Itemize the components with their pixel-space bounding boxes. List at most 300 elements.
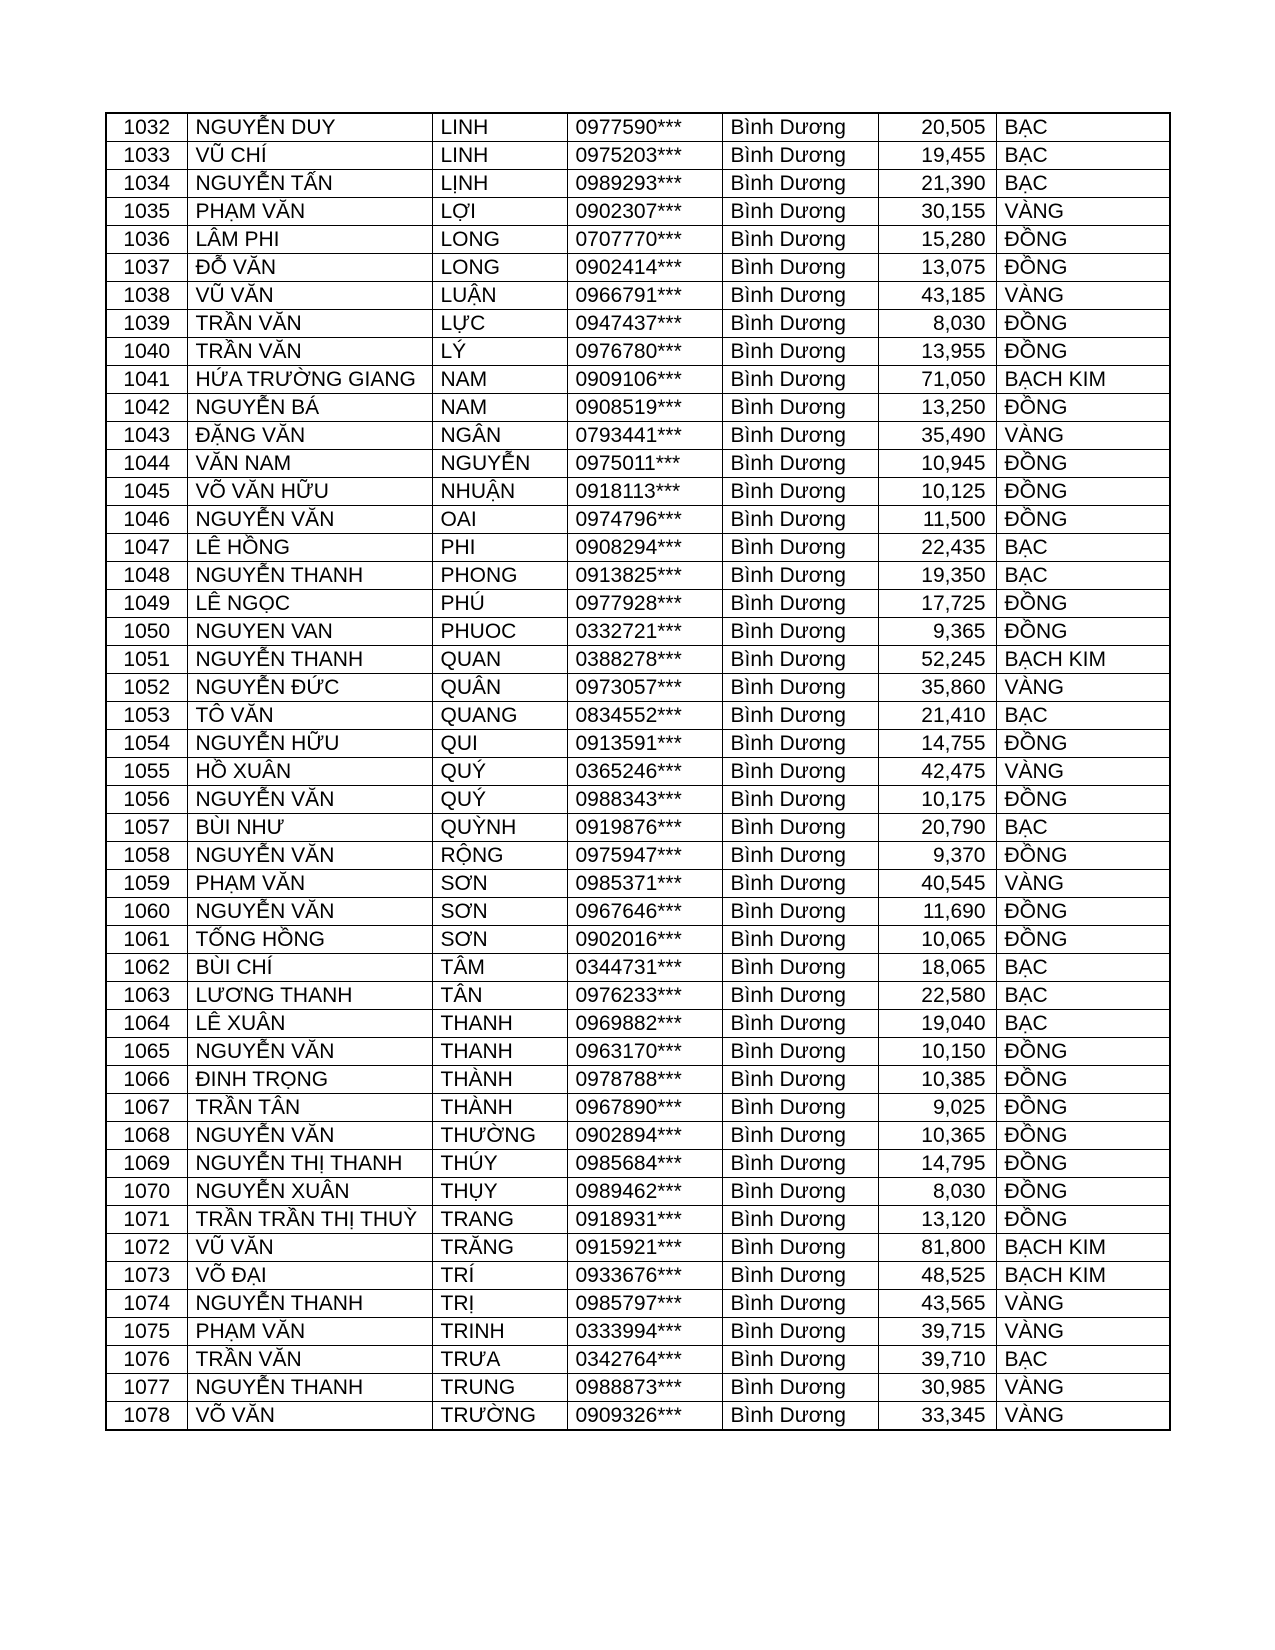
row-number-cell: 1064 [106,1010,187,1038]
table-row [106,1402,1170,1431]
row-number-cell: 1033 [106,142,187,170]
table-row [106,478,1170,506]
tier-cell: ĐỒNG [996,926,1170,954]
row-number-cell: 1063 [106,982,187,1010]
surname-cell: NGUYỄN THANH [187,1374,432,1402]
province-cell: Bình Dương [722,562,878,590]
given-name-cell: TÂM [432,954,567,982]
given-name-cell: TRÍ [432,1262,567,1290]
tier-cell: BẠC [996,1346,1170,1374]
tier-cell: BẠCH KIM [996,1234,1170,1262]
province-cell: Bình Dương [722,618,878,646]
province-cell: Bình Dương [722,1374,878,1402]
given-name-cell: QUANG [432,702,567,730]
row-number-cell: 1075 [106,1318,187,1346]
points-cell: 13,955 [878,338,996,366]
province-cell: Bình Dương [722,786,878,814]
phone-cell: 0985684*** [567,1150,722,1178]
province-cell: Bình Dương [722,870,878,898]
table-row [106,338,1170,366]
tier-cell: BẠC [996,534,1170,562]
given-name-cell: QUÝ [432,758,567,786]
tier-cell: ĐỒNG [996,898,1170,926]
row-number-cell: 1054 [106,730,187,758]
given-name-cell: TRANG [432,1206,567,1234]
row-number-cell: 1032 [106,113,187,142]
row-number-cell: 1068 [106,1122,187,1150]
province-cell: Bình Dương [722,254,878,282]
phone-cell: 0966791*** [567,282,722,310]
surname-cell: ĐINH TRỌNG [187,1066,432,1094]
tier-cell: ĐỒNG [996,590,1170,618]
row-number-cell: 1069 [106,1150,187,1178]
surname-cell: VĂN NAM [187,450,432,478]
province-cell: Bình Dương [722,478,878,506]
table-row [106,674,1170,702]
tier-cell: ĐỒNG [996,1038,1170,1066]
given-name-cell: LÝ [432,338,567,366]
points-cell: 19,350 [878,562,996,590]
province-cell: Bình Dương [722,1038,878,1066]
province-cell: Bình Dương [722,926,878,954]
member-table-body [106,113,1170,1430]
row-number-cell: 1058 [106,842,187,870]
points-cell: 22,435 [878,534,996,562]
row-number-cell: 1076 [106,1346,187,1374]
table-row [106,1346,1170,1374]
surname-cell: NGUYEN VAN [187,618,432,646]
surname-cell: LÊ XUÂN [187,1010,432,1038]
points-cell: 19,040 [878,1010,996,1038]
province-cell: Bình Dương [722,1122,878,1150]
tier-cell: ĐỒNG [996,1206,1170,1234]
table-row [106,758,1170,786]
surname-cell: VŨ VĂN [187,282,432,310]
row-number-cell: 1072 [106,1234,187,1262]
tier-cell: ĐỒNG [996,730,1170,758]
table-row [106,534,1170,562]
points-cell: 21,390 [878,170,996,198]
surname-cell: NGUYỄN TẤN [187,170,432,198]
table-row [106,113,1170,142]
row-number-cell: 1039 [106,310,187,338]
phone-cell: 0332721*** [567,618,722,646]
phone-cell: 0963170*** [567,1038,722,1066]
province-cell: Bình Dương [722,1066,878,1094]
table-row [106,1122,1170,1150]
given-name-cell: LỊNH [432,170,567,198]
points-cell: 8,030 [878,310,996,338]
points-cell: 30,985 [878,1374,996,1402]
row-number-cell: 1034 [106,170,187,198]
points-cell: 22,580 [878,982,996,1010]
phone-cell: 0388278*** [567,646,722,674]
tier-cell: VÀNG [996,1318,1170,1346]
province-cell: Bình Dương [722,170,878,198]
points-cell: 52,245 [878,646,996,674]
table-row [106,1150,1170,1178]
row-number-cell: 1059 [106,870,187,898]
surname-cell: ĐỖ VĂN [187,254,432,282]
phone-cell: 0707770*** [567,226,722,254]
phone-cell: 0989293*** [567,170,722,198]
province-cell: Bình Dương [722,338,878,366]
tier-cell: VÀNG [996,198,1170,226]
table-row [106,646,1170,674]
province-cell: Bình Dương [722,198,878,226]
given-name-cell: NAM [432,366,567,394]
surname-cell: TÔ VĂN [187,702,432,730]
tier-cell: ĐỒNG [996,1178,1170,1206]
province-cell: Bình Dương [722,1318,878,1346]
phone-cell: 0342764*** [567,1346,722,1374]
points-cell: 9,370 [878,842,996,870]
province-cell: Bình Dương [722,1402,878,1431]
table-row [106,394,1170,422]
points-cell: 42,475 [878,758,996,786]
points-cell: 20,505 [878,113,996,142]
tier-cell: VÀNG [996,1374,1170,1402]
table-row [106,1206,1170,1234]
row-number-cell: 1046 [106,506,187,534]
row-number-cell: 1044 [106,450,187,478]
province-cell: Bình Dương [722,534,878,562]
points-cell: 9,365 [878,618,996,646]
given-name-cell: SƠN [432,898,567,926]
row-number-cell: 1040 [106,338,187,366]
row-number-cell: 1070 [106,1178,187,1206]
tier-cell: BẠCH KIM [996,1262,1170,1290]
table-row [106,786,1170,814]
row-number-cell: 1036 [106,226,187,254]
given-name-cell: PHI [432,534,567,562]
surname-cell: VŨ CHÍ [187,142,432,170]
table-row [106,590,1170,618]
surname-cell: NGUYỄN VĂN [187,786,432,814]
given-name-cell: TÂN [432,982,567,1010]
given-name-cell: THÀNH [432,1066,567,1094]
row-number-cell: 1048 [106,562,187,590]
tier-cell: ĐỒNG [996,786,1170,814]
given-name-cell: LỢI [432,198,567,226]
table-row [106,422,1170,450]
row-number-cell: 1041 [106,366,187,394]
phone-cell: 0918113*** [567,478,722,506]
points-cell: 20,790 [878,814,996,842]
table-row [106,926,1170,954]
points-cell: 17,725 [878,590,996,618]
surname-cell: LÂM PHI [187,226,432,254]
tier-cell: VÀNG [996,422,1170,450]
province-cell: Bình Dương [722,982,878,1010]
phone-cell: 0989462*** [567,1178,722,1206]
phone-cell: 0902016*** [567,926,722,954]
province-cell: Bình Dương [722,814,878,842]
row-number-cell: 1045 [106,478,187,506]
province-cell: Bình Dương [722,1346,878,1374]
given-name-cell: THANH [432,1038,567,1066]
surname-cell: NGUYỄN VĂN [187,1038,432,1066]
points-cell: 21,410 [878,702,996,730]
tier-cell: VÀNG [996,870,1170,898]
province-cell: Bình Dương [722,142,878,170]
given-name-cell: LINH [432,142,567,170]
phone-cell: 0977928*** [567,590,722,618]
surname-cell: NGUYỄN THANH [187,646,432,674]
phone-cell: 0902307*** [567,198,722,226]
given-name-cell: THÀNH [432,1094,567,1122]
phone-cell: 0793441*** [567,422,722,450]
phone-cell: 0915921*** [567,1234,722,1262]
phone-cell: 0834552*** [567,702,722,730]
given-name-cell: TRƯỜNG [432,1402,567,1431]
tier-cell: ĐỒNG [996,1066,1170,1094]
row-number-cell: 1074 [106,1290,187,1318]
given-name-cell: SƠN [432,870,567,898]
surname-cell: VŨ VĂN [187,1234,432,1262]
province-cell: Bình Dương [722,450,878,478]
table-row [106,198,1170,226]
phone-cell: 0975947*** [567,842,722,870]
points-cell: 43,185 [878,282,996,310]
row-number-cell: 1066 [106,1066,187,1094]
table-row [106,1178,1170,1206]
tier-cell: ĐỒNG [996,254,1170,282]
given-name-cell: PHUOC [432,618,567,646]
row-number-cell: 1055 [106,758,187,786]
province-cell: Bình Dương [722,422,878,450]
points-cell: 11,690 [878,898,996,926]
row-number-cell: 1071 [106,1206,187,1234]
points-cell: 9,025 [878,1094,996,1122]
province-cell: Bình Dương [722,842,878,870]
surname-cell: NGUYỄN ĐỨC [187,674,432,702]
table-row [106,562,1170,590]
table-row [106,730,1170,758]
surname-cell: HỒ XUÂN [187,758,432,786]
table-row [106,1094,1170,1122]
tier-cell: ĐỒNG [996,226,1170,254]
phone-cell: 0969882*** [567,1010,722,1038]
tier-cell: ĐỒNG [996,338,1170,366]
surname-cell: NGUYỄN HỮU [187,730,432,758]
given-name-cell: QUỲNH [432,814,567,842]
table-row [106,870,1170,898]
surname-cell: NGUYỄN THANH [187,1290,432,1318]
province-cell: Bình Dương [722,394,878,422]
given-name-cell: QUAN [432,646,567,674]
phone-cell: 0974796*** [567,506,722,534]
province-cell: Bình Dương [722,646,878,674]
table-row [106,618,1170,646]
tier-cell: VÀNG [996,282,1170,310]
given-name-cell: TRINH [432,1318,567,1346]
given-name-cell: NGUYỄN [432,450,567,478]
province-cell: Bình Dương [722,590,878,618]
surname-cell: LƯƠNG THANH [187,982,432,1010]
phone-cell: 0976780*** [567,338,722,366]
phone-cell: 0908519*** [567,394,722,422]
table-row [106,1066,1170,1094]
given-name-cell: NAM [432,394,567,422]
table-row [106,814,1170,842]
province-cell: Bình Dương [722,702,878,730]
province-cell: Bình Dương [722,113,878,142]
province-cell: Bình Dương [722,1290,878,1318]
phone-cell: 0913825*** [567,562,722,590]
phone-cell: 0988343*** [567,786,722,814]
given-name-cell: NGÂN [432,422,567,450]
phone-cell: 0913591*** [567,730,722,758]
given-name-cell: LUẬN [432,282,567,310]
phone-cell: 0973057*** [567,674,722,702]
given-name-cell: THÚY [432,1150,567,1178]
province-cell: Bình Dương [722,1150,878,1178]
points-cell: 13,075 [878,254,996,282]
tier-cell: BẠC [996,562,1170,590]
surname-cell: NGUYỄN VĂN [187,1122,432,1150]
points-cell: 10,065 [878,926,996,954]
table-row [106,254,1170,282]
province-cell: Bình Dương [722,1262,878,1290]
given-name-cell: QUI [432,730,567,758]
surname-cell: HỨA TRƯỜNG GIANG [187,366,432,394]
tier-cell: VÀNG [996,1402,1170,1431]
province-cell: Bình Dương [722,1094,878,1122]
phone-cell: 0344731*** [567,954,722,982]
table-row [106,1010,1170,1038]
given-name-cell: TRUNG [432,1374,567,1402]
phone-cell: 0975203*** [567,142,722,170]
given-name-cell: LỰC [432,310,567,338]
tier-cell: VÀNG [996,758,1170,786]
given-name-cell: RỘNG [432,842,567,870]
surname-cell: ĐẶNG VĂN [187,422,432,450]
surname-cell: PHẠM VĂN [187,870,432,898]
row-number-cell: 1053 [106,702,187,730]
points-cell: 81,800 [878,1234,996,1262]
tier-cell: ĐỒNG [996,842,1170,870]
given-name-cell: TRĂNG [432,1234,567,1262]
table-row [106,982,1170,1010]
phone-cell: 0975011*** [567,450,722,478]
surname-cell: TRẦN VĂN [187,338,432,366]
table-row [106,842,1170,870]
surname-cell: LÊ NGỌC [187,590,432,618]
row-number-cell: 1061 [106,926,187,954]
surname-cell: VÕ ĐẠI [187,1262,432,1290]
surname-cell: NGUYỄN XUÂN [187,1178,432,1206]
surname-cell: NGUYỄN THỊ THANH [187,1150,432,1178]
tier-cell: ĐỒNG [996,450,1170,478]
given-name-cell: PHONG [432,562,567,590]
given-name-cell: SƠN [432,926,567,954]
points-cell: 14,795 [878,1150,996,1178]
points-cell: 10,175 [878,786,996,814]
surname-cell: NGUYỄN VĂN [187,842,432,870]
table-row [106,366,1170,394]
row-number-cell: 1047 [106,534,187,562]
phone-cell: 0919876*** [567,814,722,842]
tier-cell: BẠC [996,142,1170,170]
surname-cell: NGUYỄN DUY [187,113,432,142]
given-name-cell: THƯỜNG [432,1122,567,1150]
surname-cell: BÙI NHƯ [187,814,432,842]
province-cell: Bình Dương [722,226,878,254]
tier-cell: BẠC [996,170,1170,198]
points-cell: 39,715 [878,1318,996,1346]
table-row [106,954,1170,982]
surname-cell: TRẦN TÂN [187,1094,432,1122]
tier-cell: ĐỒNG [996,310,1170,338]
phone-cell: 0985371*** [567,870,722,898]
surname-cell: VÕ VĂN HỮU [187,478,432,506]
surname-cell: PHẠM VĂN [187,198,432,226]
table-row [106,1262,1170,1290]
phone-cell: 0967890*** [567,1094,722,1122]
phone-cell: 0909106*** [567,366,722,394]
surname-cell: BÙI CHÍ [187,954,432,982]
points-cell: 40,545 [878,870,996,898]
province-cell: Bình Dương [722,898,878,926]
tier-cell: ĐỒNG [996,618,1170,646]
points-cell: 10,125 [878,478,996,506]
province-cell: Bình Dương [722,1234,878,1262]
row-number-cell: 1060 [106,898,187,926]
points-cell: 13,250 [878,394,996,422]
tier-cell: BẠCH KIM [996,366,1170,394]
points-cell: 13,120 [878,1206,996,1234]
phone-cell: 0947437*** [567,310,722,338]
points-cell: 35,490 [878,422,996,450]
phone-cell: 0908294*** [567,534,722,562]
points-cell: 15,280 [878,226,996,254]
phone-cell: 0988873*** [567,1374,722,1402]
surname-cell: PHẠM VĂN [187,1318,432,1346]
row-number-cell: 1073 [106,1262,187,1290]
province-cell: Bình Dương [722,758,878,786]
points-cell: 10,385 [878,1066,996,1094]
points-cell: 11,500 [878,506,996,534]
tier-cell: ĐỒNG [996,1150,1170,1178]
phone-cell: 0967646*** [567,898,722,926]
province-cell: Bình Dương [722,506,878,534]
row-number-cell: 1042 [106,394,187,422]
phone-cell: 0918931*** [567,1206,722,1234]
points-cell: 19,455 [878,142,996,170]
province-cell: Bình Dương [722,310,878,338]
tier-cell: ĐỒNG [996,1094,1170,1122]
surname-cell: LÊ HỒNG [187,534,432,562]
phone-cell: 0902894*** [567,1122,722,1150]
given-name-cell: THỤY [432,1178,567,1206]
row-number-cell: 1056 [106,786,187,814]
row-number-cell: 1043 [106,422,187,450]
given-name-cell: NHUẬN [432,478,567,506]
points-cell: 43,565 [878,1290,996,1318]
tier-cell: BẠC [996,113,1170,142]
row-number-cell: 1035 [106,198,187,226]
row-number-cell: 1062 [106,954,187,982]
province-cell: Bình Dương [722,366,878,394]
phone-cell: 0365246*** [567,758,722,786]
surname-cell: NGUYỄN THANH [187,562,432,590]
points-cell: 30,155 [878,198,996,226]
province-cell: Bình Dương [722,674,878,702]
table-row [106,1038,1170,1066]
points-cell: 39,710 [878,1346,996,1374]
given-name-cell: QUÝ [432,786,567,814]
